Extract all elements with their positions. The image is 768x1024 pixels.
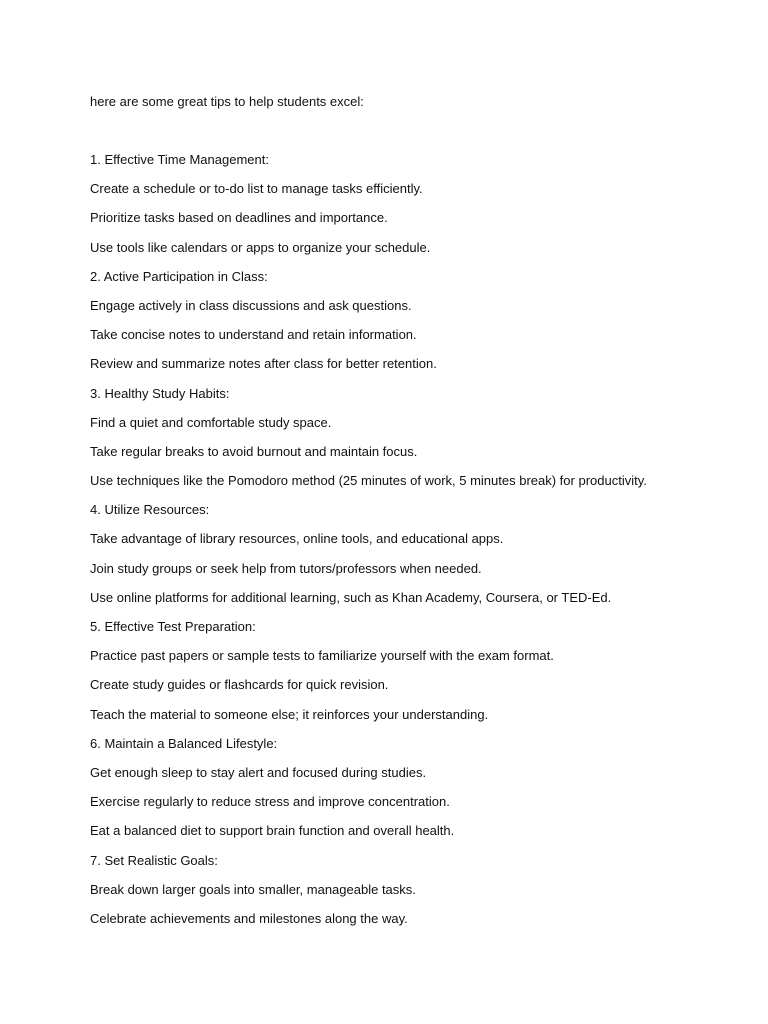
- tip-line: Prioritize tasks based on deadlines and importance.: [90, 210, 388, 226]
- tip-line: Practice past papers or sample tests to familiarize yourself with the exam format.: [90, 648, 554, 664]
- intro-text: here are some great tips to help students excel:: [90, 94, 364, 109]
- tip-line: Find a quiet and comfortable study space.: [90, 414, 332, 430]
- section-heading: 5. Effective Test Preparation:: [90, 619, 256, 634]
- section-heading: 2. Active Participation in Class:: [90, 268, 268, 284]
- tip-line: Use techniques like the Pomodoro method (25 minutes of work, 5 minutes break) for productivity.: [90, 473, 647, 489]
- section-heading: 7. Set Realistic Goals:: [90, 852, 218, 868]
- tip-line: Create study guides or flashcards for quick revision.: [90, 677, 389, 693]
- tip-line: Take regular breaks to avoid burnout and maintain focus.: [90, 443, 418, 459]
- document-body: [90, 93, 740, 939]
- tip-line: Use tools like calendars or apps to organize your schedule.: [90, 239, 431, 255]
- tip-line: Get enough sleep to stay alert and focused during studies.: [90, 764, 427, 780]
- tip-line: Review and summarize notes after class for better retention.: [90, 356, 437, 372]
- tip-line: Create a schedule or to-do list to manage tasks efficiently.: [90, 181, 423, 197]
- tip-line: Engage actively in class discussions and ask questions.: [90, 297, 412, 313]
- tip-line: Use online platforms for additional learning, such as Khan Academy, Coursera, or TED-Ed.: [90, 589, 612, 605]
- tip-line: Eat a balanced diet to support brain function and overall health.: [90, 823, 455, 839]
- tip-line: Join study groups or seek help from tutors/professors when needed.: [90, 560, 482, 576]
- tip-line: Break down larger goals into smaller, manageable tasks.: [90, 881, 416, 897]
- section-heading: 1. Effective Time Management:: [90, 152, 269, 167]
- section-heading: 4. Utilize Resources:: [90, 502, 210, 518]
- tip-line: Teach the material to someone else; it reinforces your understanding.: [90, 706, 489, 722]
- tip-line: Exercise regularly to reduce stress and improve concentration.: [90, 794, 450, 810]
- tip-line: Take advantage of library resources, online tools, and educational apps.: [90, 531, 504, 547]
- section-heading: 6. Maintain a Balanced Lifestyle:: [90, 735, 278, 751]
- tip-line: Take concise notes to understand and retain information.: [90, 327, 417, 343]
- section-heading: 3. Healthy Study Habits:: [90, 385, 230, 401]
- tip-line: Celebrate achievements and milestones along the way.: [90, 910, 408, 926]
